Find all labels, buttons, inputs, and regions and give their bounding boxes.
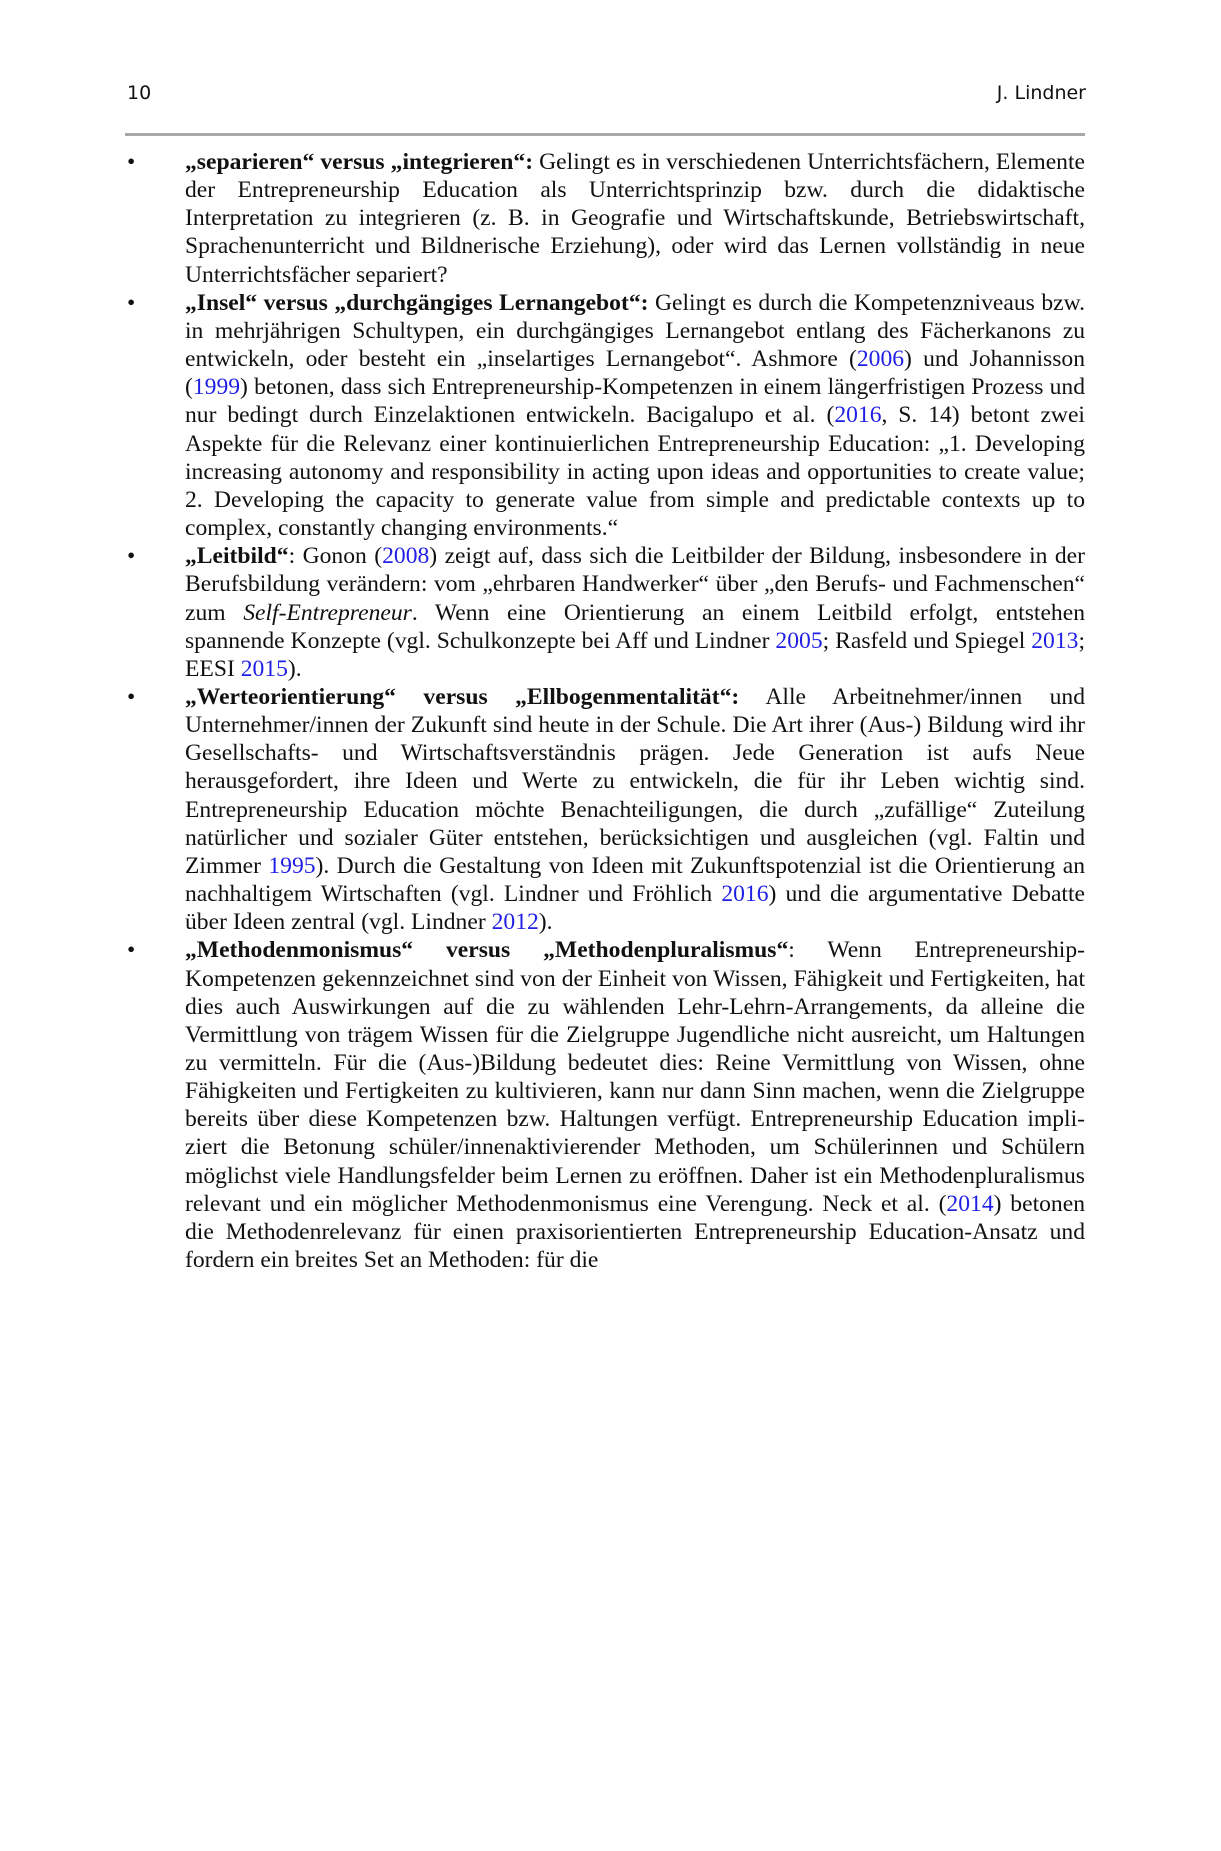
item-text: ; Rasfeld und Spiegel <box>822 627 1032 654</box>
page-header <box>125 82 1086 112</box>
running-head-author: J. Lindner <box>996 82 1086 104</box>
item-text: , S. 14) betont zwei Aspekte für die Relevanz einer kontinuierlichen Entrepreneurship Education: „1. Developing increasing autonomy and responsibility in acting upon ideas and opportunities to create value; 2. Developing the capacity to generate value from simple and predictable contexts up to complex, constantly changing environments.“ <box>185 402 1085 542</box>
header-rule <box>125 133 1085 136</box>
citation-link[interactable]: 1995 <box>268 852 316 879</box>
item-text: ) betonen, dass sich Entrepreneurship-Kompetenzen in einem längerfristigen Prozess und nur bedingt durch Einzelaktionen entwickeln. Bacigalupo et al. ( <box>185 374 1085 429</box>
citation-link[interactable]: 2008 <box>382 543 430 570</box>
citation-link[interactable]: 2016 <box>834 402 882 429</box>
item-text: ) zeigt auf, dass sich die Leitbilder der Bildung, insbesondere in der Berufsbildung verändern: vom „ehrbaren Handwerker“ über „den Berufs- und Fachmenschen“ zum <box>185 543 1085 626</box>
item-text: ; EESI <box>185 627 1085 682</box>
list-item-werteorientierung <box>125 683 1085 936</box>
page-number: 10 <box>127 82 152 104</box>
item-text: Alle Arbeitnehmer/innen und Unternehmer/innen der Zukunft sind heute in der Schule. Die Art ihrer (Aus-) Bildung wird ihr Gesellschafts- und Wirtschaftsverständnis prägen. Jede Generation ist aufs Neue herausgefordert, ihre Ideen und Werte zu entwickeln, die für ihr Leben wichtig sind. Entrepreneurship Education möchte Benachteiligungen, die durch „zufällige“ Zuteilung natürlicher und sozialer Güter entstehen, berücksichtigen und ausgleichen (vgl. Faltin und Zimmer <box>185 683 1085 879</box>
item-text: : Wenn Entrepreneurship-Kompetenzen gekennzeichnet sind von der Einheit von Wissen, Fähigkeit und Fertigkeiten, hat dies auch Auswirkungen auf die zu wählenden Lehr-Lehrn-Arrangements, da alleine die Vermittlung von trägem Wissen für die Zielgruppe Jugendliche nicht ausreicht, um Haltungen zu vermitteln. Für die (Aus-)Bildung bedeutet dies: Reine Vermittlung von Wissen, ohne Fähigkeiten und Fertigkeiten zu kultivieren, kann nur dann Sinn machen, wenn die Zielgruppe bereits über diese Kompetenzen bzw. Haltungen verfügt. Entrepreneurship Education impliziert die Betonung schüler/innenaktivierender Methoden, um Schülerinnen und Schülern möglichst viele Handlungsfelder beim Lernen zu eröffnen. Daher ist ein Methodenpluralismus relevant und ein möglicher Methodenmonismus eine Verengung. Neck et al. ( <box>185 937 1085 1217</box>
item-text: ). Durch die Gestaltung von Ideen mit Zukunftspotenzial ist die Orientierung an nachhaltigem Wirtschaften (vgl. Lindner und Fröhlich <box>185 852 1085 908</box>
item-text: ). <box>287 655 302 682</box>
citation-link[interactable]: 2016 <box>721 881 769 908</box>
item-lead: „Insel“ versus „durchgängiges Lernangebot“: <box>185 289 649 316</box>
bullet-icon: • <box>127 149 136 175</box>
citation-link[interactable]: 2005 <box>775 627 823 654</box>
item-emphasis: Self-Entrepreneur <box>243 599 412 626</box>
item-lead: „Leitbild“ <box>185 543 289 570</box>
item-lead: „Werteorientierung“ versus „Ellbogenmentalität“: <box>185 683 740 710</box>
citation-link[interactable]: 2006 <box>856 346 905 373</box>
list-item-methodenmonismus <box>125 936 1085 1274</box>
item-text: ) und die argumentative Debatte über Ideen zentral (vgl. Lindner <box>185 881 1085 936</box>
bullet-icon: • <box>127 543 136 570</box>
list-item-separieren-integrieren <box>125 148 1085 289</box>
item-text: ) betonen die Methodenrelevanz für einen praxisorientierten Entrepreneurship Education-Ansatz und fordern ein breites Set an Methoden: für die <box>185 1190 1085 1274</box>
item-lead: „Methodenmonismus“ versus „Methodenpluralismus“ <box>185 937 789 964</box>
citation-link[interactable]: 2014 <box>946 1190 994 1217</box>
item-text: : Gonon ( <box>288 543 383 570</box>
citation-link[interactable]: 2015 <box>240 655 288 682</box>
item-text: Gelingt es in verschiedenen Unterrichtsfächern, Elemente der Entrepreneurship Education als Unterrichtsprinzip bzw. durch die didaktische Interpretation zu integrieren (z. B. in Geografie und Wirtschaftskunde, Betriebswirtschaft, Sprachenunterricht und Bildnerische Erziehung), oder wird das Lernen vollständig in neue Unterrichtsfächer separiert? <box>185 149 1085 288</box>
item-text: ) und Johannisson ( <box>185 346 1085 401</box>
list-item-leitbild <box>125 542 1085 683</box>
body-text <box>125 148 1085 1274</box>
citation-link[interactable]: 2013 <box>1031 627 1079 654</box>
list-item-insel-lernangebot <box>125 289 1085 542</box>
bullet-icon: • <box>127 937 136 964</box>
bullet-icon: • <box>127 289 136 316</box>
citation-link[interactable]: 1999 <box>192 374 241 401</box>
citation-link[interactable]: 2012 <box>491 909 539 936</box>
item-lead: „separieren“ versus „integrieren“: <box>185 149 534 175</box>
bullet-list <box>125 148 1085 1274</box>
bullet-icon: • <box>127 683 136 710</box>
item-text: ). <box>538 909 553 936</box>
item-text: Gelingt es durch die Kompetenzniveaus bzw. in mehrjährigen Schultypen, ein durchgängiges Lernangebot entlang des Fächerkanons zu entwickeln, oder besteht ein „inselartiges Lernangebot“. Ashmore ( <box>185 289 1085 373</box>
item-text: . Wenn eine Orientierung an einem Leitbild erfolgt, entstehen spannende Konzepte (vgl. Schulkonzepte bei Aff und Lindner <box>185 599 1085 654</box>
